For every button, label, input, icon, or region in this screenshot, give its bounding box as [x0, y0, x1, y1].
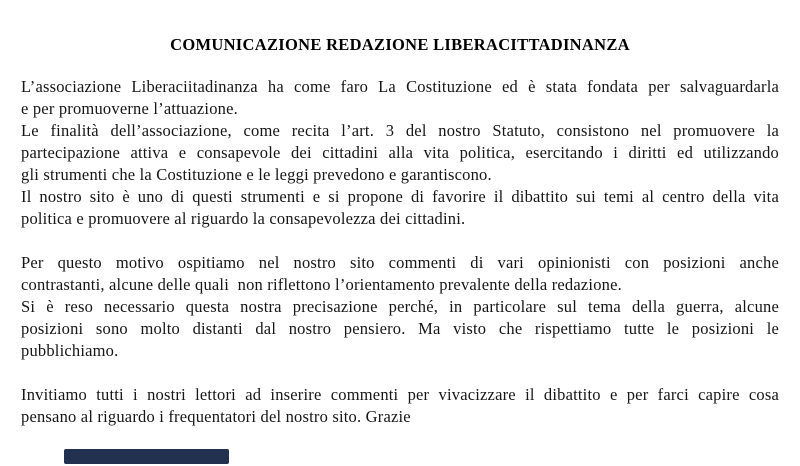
text-line: L’associazione Liberaciitadinanza ha come faro La Costituzione ed è stata fondata per salvaguardarla — [21, 77, 779, 96]
text-line: contrastanti, alcune delle quali non riflettono l’orientamento prevalente della redazione. — [21, 275, 622, 294]
text-line: e per promuoverne l’attuazione. — [21, 99, 238, 118]
document-body — [21, 76, 779, 428]
text-line: Le finalità dell’associazione, come recita l’art. 3 del nostro Statuto, consistono nel promuovere la — [21, 121, 779, 140]
paragraph — [21, 384, 779, 428]
text-line: Il nostro sito è uno di questi strumenti e si propone di favorire il dibattito sui temi al centro della vita — [21, 187, 779, 206]
text-line: Per questo motivo ospitiamo nel nostro sito commenti di vari opinionisti con posizioni anche — [21, 253, 779, 272]
text-line: partecipazione attiva e consapevole dei cittadini alla vita politica, esercitando i diritti ed utilizzando — [21, 143, 779, 162]
text-line: gli strumenti che la Costituzione e le leggi prevedono e garantiscono. — [21, 165, 492, 184]
paragraph — [21, 76, 779, 120]
paragraph — [21, 186, 779, 230]
document-title: COMUNICAZIONE REDAZIONE LIBERACITTADINANZA — [170, 35, 630, 54]
text-line: pensano al riguardo i frequentatori del nostro sito. Grazie — [21, 407, 411, 426]
text-line: Si è reso necessario questa nostra precisazione perché, in particolare sul tema della guerra, alcune — [21, 297, 779, 316]
paragraph — [21, 252, 779, 296]
paragraph — [21, 120, 779, 186]
text-line: politica e promuovere al riguardo la consapevolezza dei cittadini. — [21, 209, 466, 228]
text-line: Invitiamo tutti i nostri lettori ad inserire commenti per vivacizzare il dibattito e per farci capire cosa — [21, 385, 779, 404]
text-line: pubblichiamo. — [21, 341, 119, 360]
paragraph — [21, 296, 779, 362]
text-line: posizioni sono molto distanti dal nostro pensiero. Ma visto che rispettiamo tutte le posizioni le — [21, 319, 779, 338]
bottom-progress-bar[interactable] — [64, 449, 229, 464]
